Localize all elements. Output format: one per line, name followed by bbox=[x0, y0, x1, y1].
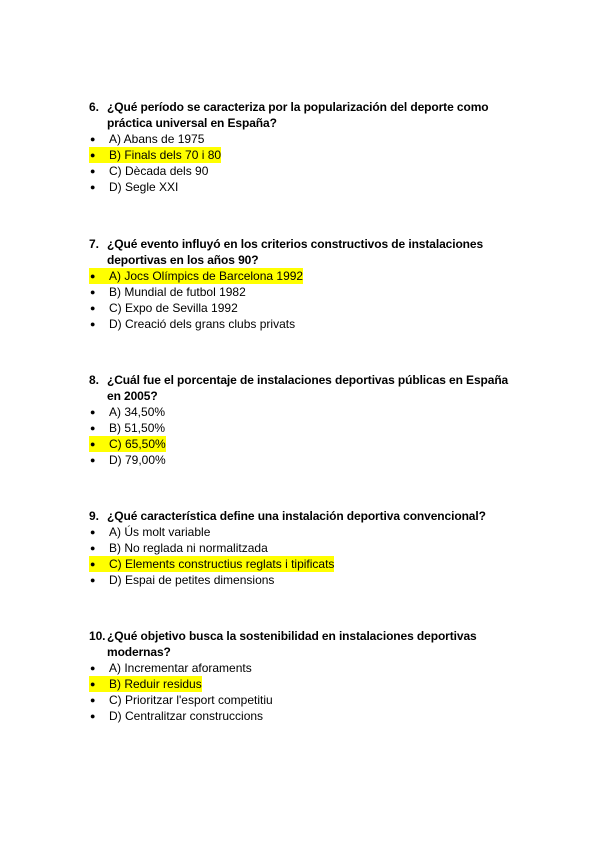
answer-text: D) Espai de petites dimensions bbox=[109, 573, 275, 587]
answer-option-a bbox=[89, 660, 519, 676]
bullet-icon: ● bbox=[90, 423, 96, 433]
answer-options bbox=[89, 131, 519, 195]
answer-text: A) Incrementar aforaments bbox=[109, 661, 252, 675]
answer-text: D) Centralitzar construccions bbox=[109, 709, 264, 723]
answer-text-highlighted: A) Jocs Olímpics de Barcelona 1992 bbox=[109, 269, 304, 283]
answer-text: C) Expo de Sevilla 1992 bbox=[109, 301, 238, 315]
answer-text: B) No reglada ni normalitzada bbox=[109, 541, 268, 555]
answer-option-b bbox=[89, 284, 519, 300]
answer-option-c bbox=[89, 436, 519, 452]
answer-option-d bbox=[89, 316, 519, 332]
answer-option-b bbox=[89, 147, 519, 163]
answer-option-a bbox=[89, 404, 519, 420]
bullet-icon: ● bbox=[90, 319, 96, 329]
bullet-icon: ● bbox=[89, 556, 109, 572]
answer-text: A) Ús molt variable bbox=[109, 525, 211, 539]
bullet-icon: ● bbox=[90, 711, 96, 721]
question-7 bbox=[89, 236, 519, 332]
answer-text-highlighted: C) Elements constructius reglats i tipificats bbox=[109, 557, 335, 571]
answer-option-d bbox=[89, 708, 519, 724]
answer-option-d bbox=[89, 179, 519, 195]
question-text: ¿Qué período se caracteriza por la popularización del deporte como práctica universal en España? bbox=[107, 100, 489, 130]
answer-option-a bbox=[89, 268, 519, 284]
answer-options bbox=[89, 404, 519, 468]
answer-text-highlighted: C) 65,50% bbox=[109, 437, 166, 451]
question-number: 10. bbox=[89, 629, 106, 643]
answer-text: B) Mundial de futbol 1982 bbox=[109, 285, 246, 299]
answer-text: D) 79,00% bbox=[109, 453, 166, 467]
bullet-icon: ● bbox=[90, 166, 96, 176]
bullet-icon: ● bbox=[89, 436, 109, 452]
answer-text: D) Creació dels grans clubs privats bbox=[109, 317, 296, 331]
question-number: 9. bbox=[89, 509, 99, 523]
bullet-icon: ● bbox=[90, 527, 96, 537]
question-heading bbox=[89, 508, 519, 524]
answer-text: C) Prioritzar l'esport competitiu bbox=[109, 693, 273, 707]
question-text: ¿Qué evento influyó en los criterios constructivos de instalaciones deportivas en los años 90? bbox=[107, 237, 484, 267]
answer-options bbox=[89, 268, 519, 332]
bullet-icon: ● bbox=[90, 303, 96, 313]
answer-option-c bbox=[89, 692, 519, 708]
question-heading bbox=[89, 628, 519, 660]
bullet-icon: ● bbox=[90, 695, 96, 705]
answer-option-d bbox=[89, 452, 519, 468]
question-text: ¿Qué objetivo busca la sostenibilidad en instalaciones deportivas modernas? bbox=[107, 629, 477, 659]
question-number: 8. bbox=[89, 373, 99, 387]
bullet-icon: ● bbox=[90, 575, 96, 585]
bullet-icon: ● bbox=[90, 455, 96, 465]
answer-text: A) Abans de 1975 bbox=[109, 132, 205, 146]
bullet-icon: ● bbox=[90, 134, 96, 144]
answer-option-b bbox=[89, 540, 519, 556]
question-heading bbox=[89, 236, 519, 268]
bullet-icon: ● bbox=[89, 676, 109, 692]
bullet-icon: ● bbox=[90, 543, 96, 553]
answer-option-b bbox=[89, 420, 519, 436]
question-heading bbox=[89, 99, 519, 131]
question-8 bbox=[89, 372, 519, 468]
question-10 bbox=[89, 628, 519, 724]
bullet-icon: ● bbox=[89, 147, 109, 163]
answer-text: D) Segle XXI bbox=[109, 180, 179, 194]
question-number: 7. bbox=[89, 237, 99, 251]
answer-options bbox=[89, 660, 519, 724]
answer-text-highlighted: B) Reduir residus bbox=[109, 677, 202, 691]
answer-option-c bbox=[89, 556, 519, 572]
question-text: ¿Qué característica define una instalación deportiva convencional? bbox=[107, 509, 486, 523]
answer-options bbox=[89, 524, 519, 588]
bullet-icon: ● bbox=[90, 407, 96, 417]
answer-text: A) 34,50% bbox=[109, 405, 166, 419]
bullet-icon: ● bbox=[90, 287, 96, 297]
answer-option-b bbox=[89, 676, 519, 692]
answer-option-a bbox=[89, 131, 519, 147]
answer-option-a bbox=[89, 524, 519, 540]
answer-text: B) 51,50% bbox=[109, 421, 166, 435]
answer-option-c bbox=[89, 163, 519, 179]
bullet-icon: ● bbox=[90, 663, 96, 673]
answer-option-c bbox=[89, 300, 519, 316]
answer-option-d bbox=[89, 572, 519, 588]
question-heading bbox=[89, 372, 519, 404]
bullet-icon: ● bbox=[90, 182, 96, 192]
answer-text-highlighted: B) Finals dels 70 i 80 bbox=[109, 148, 222, 162]
question-6 bbox=[89, 99, 519, 195]
question-9 bbox=[89, 508, 519, 588]
question-number: 6. bbox=[89, 100, 99, 114]
question-text: ¿Cuál fue el porcentaje de instalaciones deportivas públicas en España en 2005? bbox=[107, 373, 509, 403]
answer-text: C) Dècada dels 90 bbox=[109, 164, 209, 178]
bullet-icon: ● bbox=[89, 268, 109, 284]
